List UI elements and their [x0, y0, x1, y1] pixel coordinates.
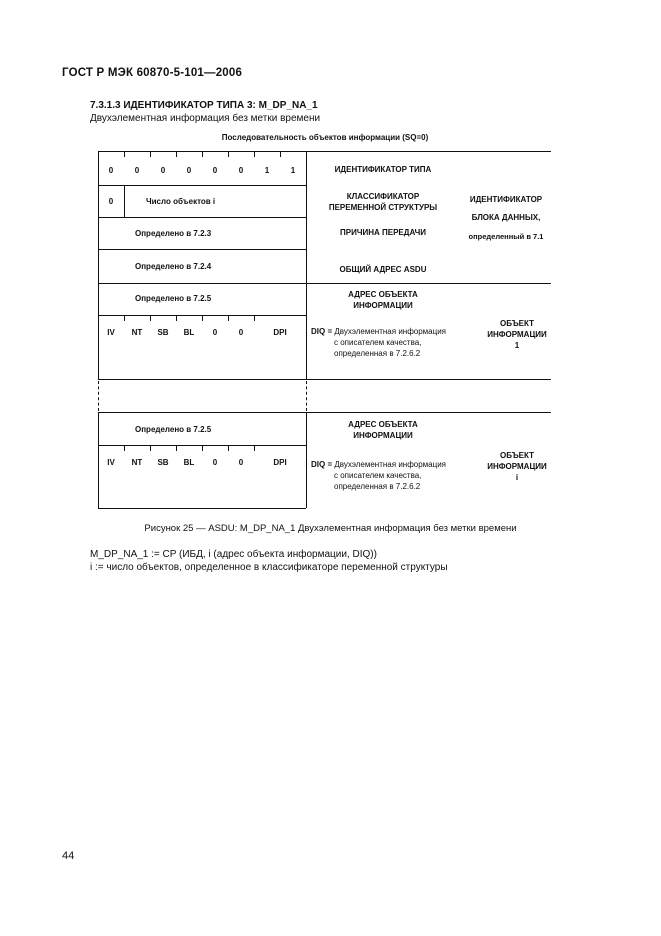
rule-type-bottom	[98, 185, 306, 186]
cot-label: ПРИЧИНА ПЕРЕДАЧИ	[340, 228, 426, 237]
tick	[150, 151, 151, 157]
diq-bit-dpi: DPI	[273, 458, 287, 467]
type-bit: 0	[134, 166, 140, 175]
tick	[254, 151, 255, 157]
rule-gap-bottom	[98, 412, 551, 413]
rule-gap-mid	[306, 381, 307, 411]
diq-bit-iv: IV	[107, 458, 115, 467]
document-header: ГОСТ Р МЭК 60870-5-101—2006	[62, 67, 243, 79]
obji-label-2: ИНФОРМАЦИИ	[487, 462, 547, 471]
section-subtitle: Двухэлементная информация без метки времени	[90, 113, 321, 124]
diq-bit-bl: BL	[183, 458, 195, 467]
asdu-address-label: ОБЩИЙ АДРЕС ASDU	[339, 265, 427, 274]
formula-line-2: i := число объектов, определенное в классификаторе переменной структуры	[90, 562, 448, 573]
tick	[124, 151, 125, 157]
rule-top	[98, 151, 551, 152]
tick	[176, 151, 177, 157]
tick	[124, 315, 125, 321]
obj1-label-1: ОБЪЕКТ	[500, 319, 534, 328]
diq-bit-reserved: 0	[212, 458, 218, 467]
diq-line-2: с описателем качества,	[334, 471, 422, 480]
diq-description-1	[311, 326, 446, 337]
obji-address-label-1: АДРЕС ОБЪЕКТА	[348, 420, 418, 429]
formula-line-1: M_DP_NA_1 := CP (ИБД, i (адрес объекта информации, DIQ))	[90, 549, 377, 560]
type-bit: 0	[160, 166, 166, 175]
obj1-address-text: Определено в 7.2.5	[135, 294, 212, 303]
diq-bit-sb: SB	[157, 458, 169, 467]
diq-line-1: Двухэлементная информация	[334, 460, 447, 469]
diq-bit-nt: NT	[131, 458, 143, 467]
diq-bit-dpi: DPI	[273, 328, 287, 337]
diq-prefix: DIQ =	[311, 327, 335, 336]
type-bit: 1	[290, 166, 296, 175]
dui-label-1: ИДЕНТИФИКАТОР	[469, 195, 543, 204]
type-bit: 0	[212, 166, 218, 175]
obj1-address-label-1: АДРЕС ОБЪЕКТА	[348, 290, 418, 299]
obj1-address-label-2: ИНФОРМАЦИИ	[353, 301, 413, 310]
section-heading: 7.3.1.3 ИДЕНТИФИКАТОР ТИПА 3: M_DP_NA_1	[90, 100, 318, 111]
diq-line-3: определенная в 7.2.6.2	[334, 349, 421, 358]
diq-line-1: Двухэлементная информация	[334, 327, 447, 336]
rule-vsq-split	[124, 185, 125, 217]
diagram-title: Последовательность объектов информации (SQ=0)	[221, 133, 429, 142]
diq-line-2: с описателем качества,	[334, 338, 422, 347]
tick	[202, 445, 203, 451]
figure-caption: Рисунок 25 — ASDU: M_DP_NA_1 Двухэлементная информация без метки времени	[144, 523, 517, 534]
obji-label-1: ОБЪЕКТ	[500, 451, 534, 460]
dui-label-2: БЛОКА ДАННЫХ,	[471, 213, 541, 222]
tick	[202, 315, 203, 321]
diq-description-i	[311, 459, 446, 470]
rule-obj1-bottom	[98, 379, 551, 380]
dui-label-3: определенный в 7.1	[468, 232, 544, 241]
rule-gap-left	[98, 381, 99, 411]
type-bit: 0	[186, 166, 192, 175]
diq-bit-reserved: 0	[238, 458, 244, 467]
diq-prefix: DIQ =	[311, 460, 335, 469]
tick	[228, 445, 229, 451]
tick	[228, 151, 229, 157]
tick	[254, 445, 255, 451]
obj1-index: 1	[514, 341, 520, 350]
rule-bottom	[98, 508, 306, 509]
tick	[202, 151, 203, 157]
rule-left-upper	[98, 151, 99, 379]
cot-text: Определено в 7.2.3	[135, 229, 212, 238]
obji-address-text: Определено в 7.2.5	[135, 425, 212, 434]
rule-cot-bottom	[98, 249, 306, 250]
tick	[254, 315, 255, 321]
tick	[176, 315, 177, 321]
rule-vsq-bottom	[98, 217, 306, 218]
vsq-label-2: ПЕРЕМЕННОЙ СТРУКТУРЫ	[328, 203, 438, 212]
diq-bit-sb: SB	[157, 328, 169, 337]
type-bit: 0	[108, 166, 114, 175]
obji-address-label-2: ИНФОРМАЦИИ	[353, 431, 413, 440]
type-bit: 0	[238, 166, 244, 175]
diq-bit-bl: BL	[183, 328, 195, 337]
tick	[150, 315, 151, 321]
diq-bit-iv: IV	[107, 328, 115, 337]
tick	[280, 151, 281, 157]
page-number: 44	[62, 850, 75, 862]
vsq-count-text: Число объектов i	[146, 197, 216, 206]
rule-asdu-addr-bottom	[98, 283, 551, 284]
type-id-label: ИДЕНТИФИКАТОР ТИПА	[334, 165, 432, 174]
type-bit: 1	[264, 166, 270, 175]
vsq-label-1: КЛАССИФИКАТОР	[346, 192, 420, 201]
diq-line-3: определенная в 7.2.6.2	[334, 482, 421, 491]
obji-index: i	[515, 473, 519, 482]
obj1-label-2: ИНФОРМАЦИИ	[487, 330, 547, 339]
tick	[228, 315, 229, 321]
diq-bit-nt: NT	[131, 328, 143, 337]
asdu-address-text: Определено в 7.2.4	[135, 262, 212, 271]
diq-bit-reserved: 0	[238, 328, 244, 337]
tick	[124, 445, 125, 451]
tick	[176, 445, 177, 451]
diq-bit-reserved: 0	[212, 328, 218, 337]
tick	[150, 445, 151, 451]
vsq-sq-bit: 0	[108, 197, 114, 206]
